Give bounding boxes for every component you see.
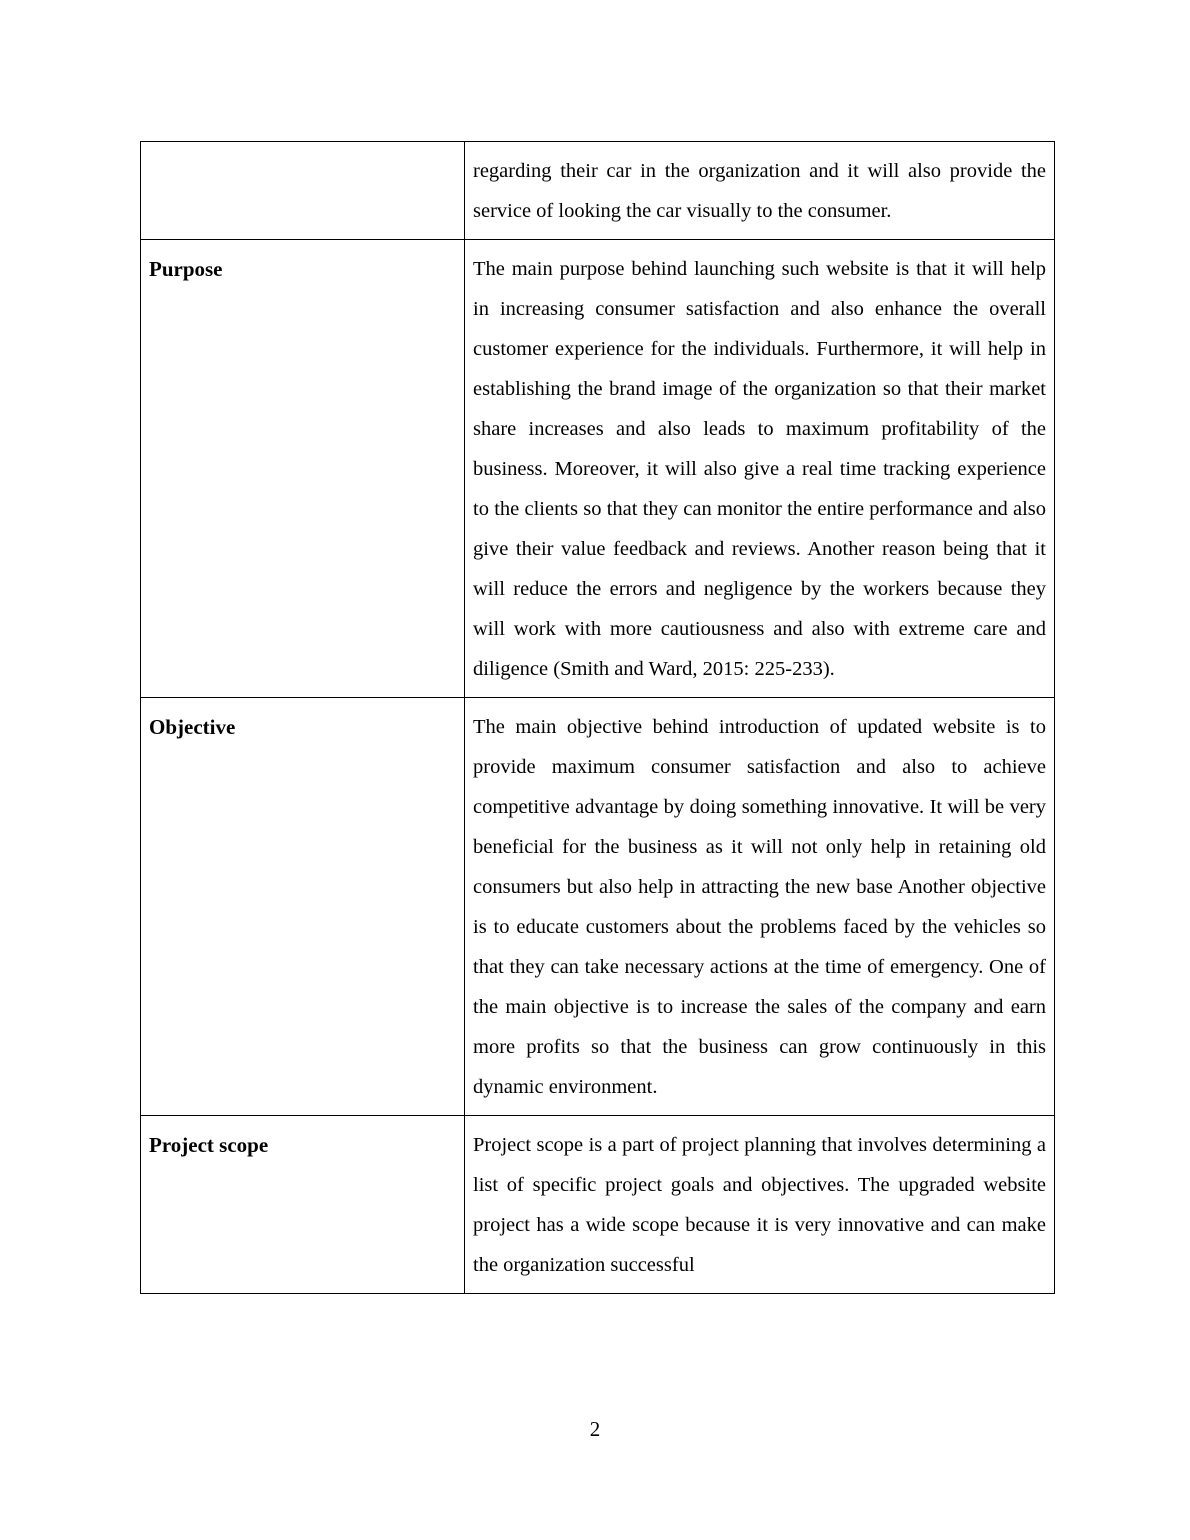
table-row	[141, 240, 1055, 698]
row-body-cell-project-scope	[465, 1116, 1055, 1294]
row-body-text-purpose: The main purpose behind launching such website is that it will help in increasing consumer satisfaction and also enhance the overall customer experience for the individuals. Furthermore, it will help in establishing the brand image of the organization so that their market share increases and also leads to maximum profitability of the business. Moreover, it will also give a real time tracking experience to the clients so that they can monitor the entire performance and also give their value feedback and reviews. Another reason being that it will reduce the errors and negligence by the workers because they will work with more cautiousness and also with extreme care and diligence (Smith and Ward, 2015: 225-233).	[473, 258, 1046, 680]
row-label-cell-purpose	[141, 240, 465, 698]
row-label-cell-objective	[141, 698, 465, 1116]
table-row	[141, 698, 1055, 1116]
row-label-text-objective: Objective	[149, 715, 236, 739]
row-label-text-project-scope: Project scope	[149, 1133, 269, 1157]
page-number: 2	[589, 1417, 601, 1441]
row-label-text	[141, 142, 464, 159]
row-body-cell-purpose	[465, 240, 1055, 698]
row-label-cell-project-scope	[141, 1116, 465, 1294]
row-body-cell	[465, 142, 1055, 240]
table-row	[141, 142, 1055, 240]
row-label-text-purpose: Purpose	[149, 257, 223, 281]
row-body-text-objective: The main objective behind introduction of updated website is to provide maximum consumer satisfaction and also to achieve competitive advantage by doing something innovative. It will be very beneficial for the business as it will not only help in retaining old consumers but also help in attracting the new base Another objective is to educate customers about the problems faced by the vehicles so that they can take necessary actions at the time of emergency. One of the main objective is to increase the sales of the company and earn more profits so that the business can grow continuously in this dynamic environment.	[473, 716, 1046, 1098]
row-body-text: regarding their car in the organization and it will also provide the service of looking the car visually to the consumer.	[473, 160, 1046, 222]
row-body-cell-objective	[465, 698, 1055, 1116]
table-body	[141, 142, 1055, 1294]
content-table	[140, 141, 1055, 1294]
table-row	[141, 1116, 1055, 1294]
row-label-cell	[141, 142, 465, 240]
row-body-text-project-scope: Project scope is a part of project planning that involves determining a list of specific project goals and objectives. The upgraded website project has a wide scope because it is very innovative and can make the organization successful	[473, 1134, 1046, 1276]
